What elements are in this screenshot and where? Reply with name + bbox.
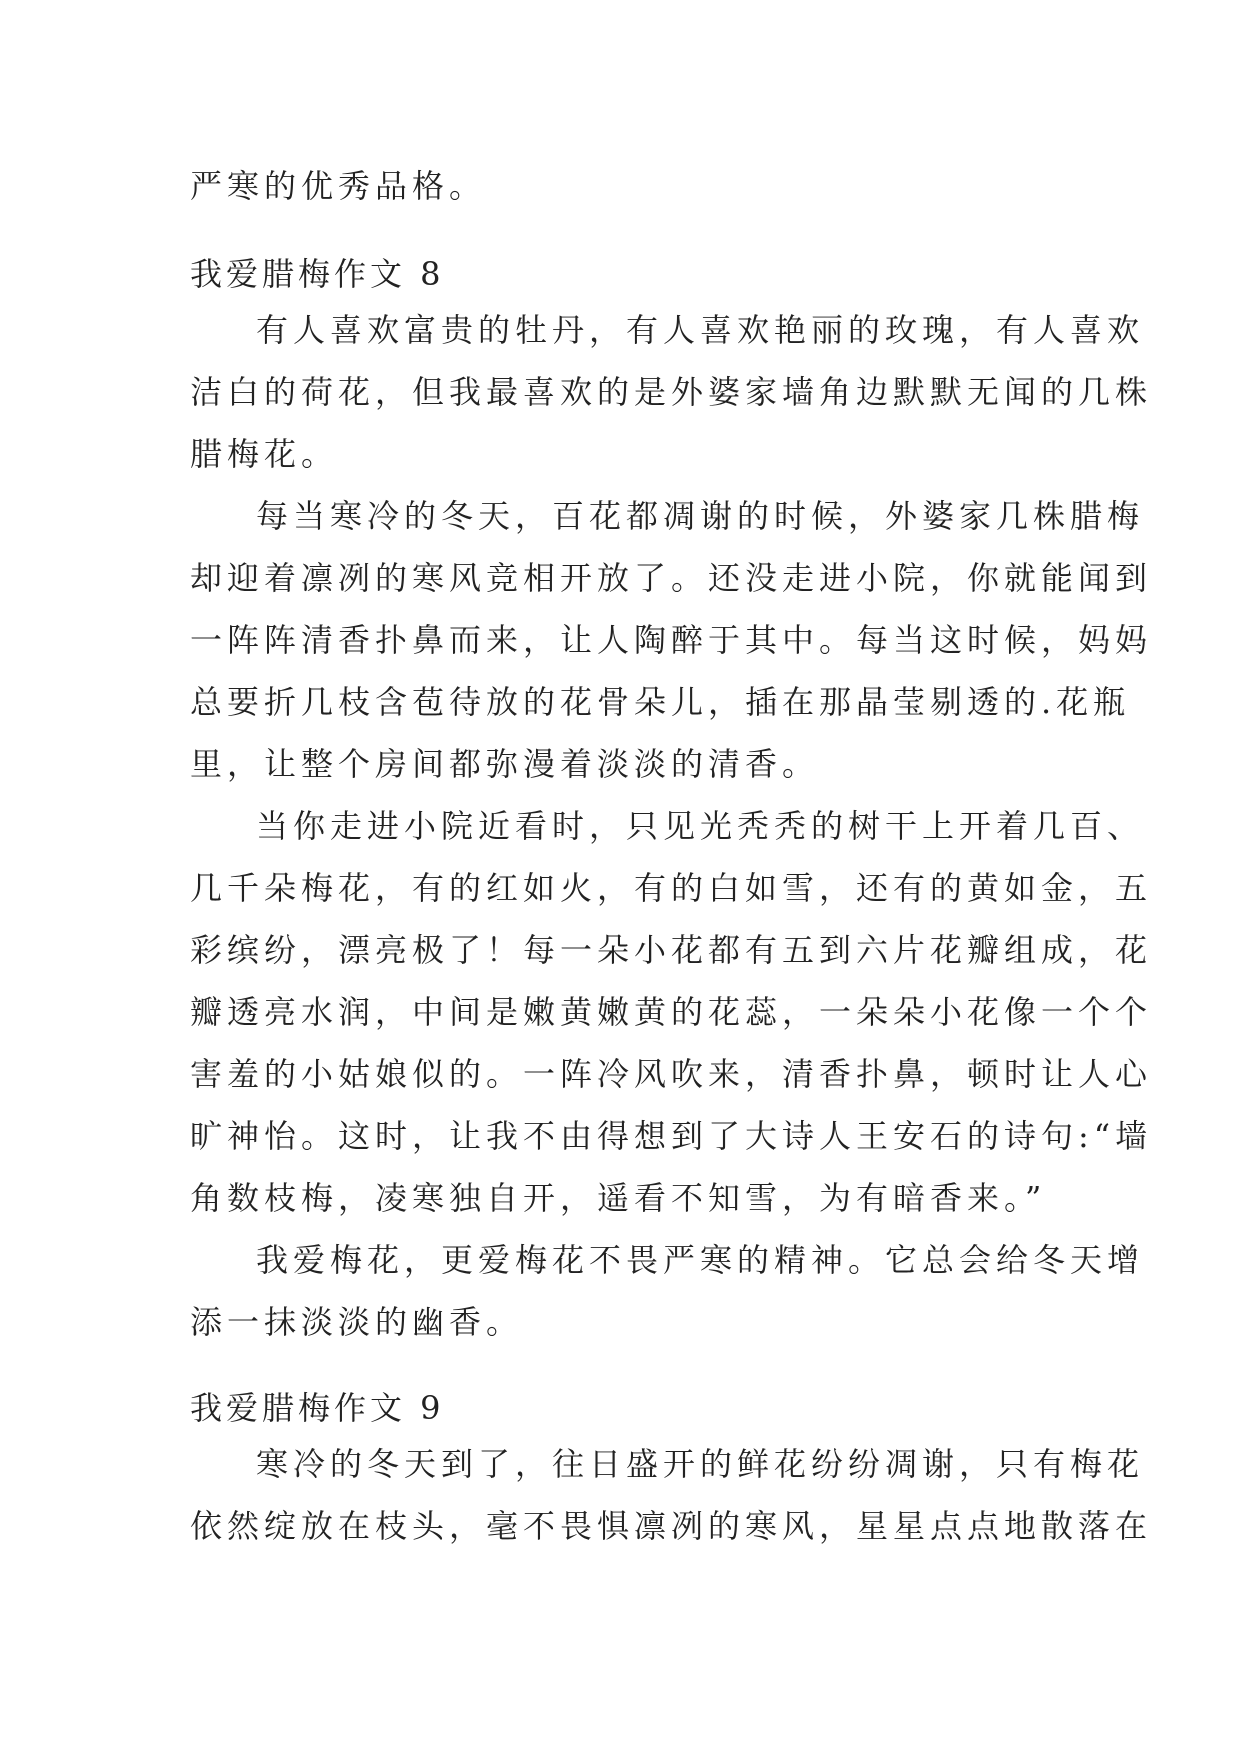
paragraph-line: 彩缤纷，漂亮极了！每一朵小花都有五到六片花瓣组成，花 <box>190 931 1153 969</box>
paragraph-line: 腊梅花。 <box>190 435 339 473</box>
paragraph-line: 当你走进小院近看时，只见光秃秃的树干上开着几百、 <box>256 807 1145 845</box>
essay-heading-8: 我爱腊梅作文 8 <box>190 255 445 293</box>
paragraph-line: 害羞的小姑娘似的。一阵冷风吹来，清香扑鼻，顿时让人心 <box>190 1055 1153 1093</box>
paragraph-line: 里，让整个房间都弥漫着淡淡的清香。 <box>190 745 820 783</box>
paragraph-line: 角数枝梅，凌寒独自开，遥看不知雪，为有暗香来。” <box>190 1179 1047 1217</box>
paragraph-line: 依然绽放在枝头，毫不畏惧凛冽的寒风，星星点点地散落在 <box>190 1507 1153 1545</box>
paragraph-line: 每当寒冷的冬天，百花都凋谢的时候，外婆家几株腊梅 <box>256 497 1145 535</box>
paragraph-line: 严寒的优秀品格。 <box>190 167 487 205</box>
paragraph-line: 一阵阵清香扑鼻而来，让人陶醉于其中。每当这时候，妈妈 <box>190 621 1153 659</box>
paragraph-line: 洁白的荷花，但我最喜欢的是外婆家墙角边默默无闻的几株 <box>190 373 1153 411</box>
paragraph-line: 却迎着凛冽的寒风竞相开放了。还没走进小院，你就能闻到 <box>190 559 1153 597</box>
paragraph-line: 瓣透亮水润，中间是嫩黄嫩黄的花蕊，一朵朵小花像一个个 <box>190 993 1153 1031</box>
paragraph-line: 寒冷的冬天到了，往日盛开的鲜花纷纷凋谢，只有梅花 <box>256 1445 1145 1483</box>
paragraph-line: 添一抹淡淡的幽香。 <box>190 1303 524 1341</box>
paragraph-line: 总要折几枝含苞待放的花骨朵儿，插在那晶莹剔透的.花瓶 <box>190 683 1131 721</box>
paragraph-line: 几千朵梅花，有的红如火，有的白如雪，还有的黄如金，五 <box>190 869 1153 907</box>
essay-heading-9: 我爱腊梅作文 9 <box>190 1389 445 1427</box>
paragraph-line: 我爱梅花，更爱梅花不畏严寒的精神。它总会给冬天增 <box>256 1241 1145 1279</box>
paragraph-line: 旷神怡。这时，让我不由得想到了大诗人王安石的诗句:“墙 <box>190 1117 1153 1155</box>
paragraph-line: 有人喜欢富贵的牡丹，有人喜欢艳丽的玫瑰，有人喜欢 <box>256 311 1145 349</box>
